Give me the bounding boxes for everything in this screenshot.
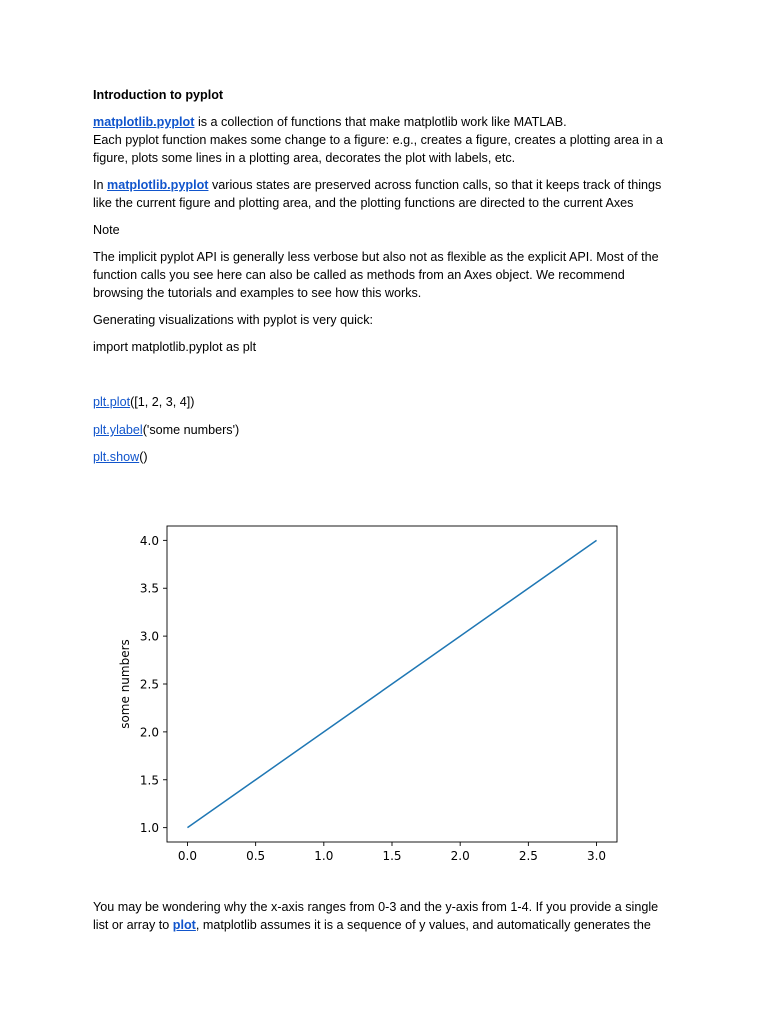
paragraph-api-line1: The implicit pyplot API is generally less verbose but also not as flexible as the explicit API. Most of the <box>93 250 659 264</box>
paragraph-states-line2: like the current figure and plotting area, and the plotting functions are directed to the current Axes <box>93 196 634 210</box>
y-tick-label: 3.0 <box>139 629 159 644</box>
x-tick-label: 0.5 <box>246 849 266 863</box>
code-import-line: import matplotlib.pyplot as plt <box>93 340 257 354</box>
x-tick-label: 3.0 <box>586 849 607 863</box>
plt-plot-link[interactable]: plt.plot <box>93 395 131 409</box>
y-axis-label: some numbers <box>118 639 132 729</box>
code-ylabel-args: ('some numbers') <box>142 423 240 437</box>
matplotlib-pyplot-link[interactable]: matplotlib.pyplot <box>93 115 195 129</box>
paragraph-api-line3: browsing the tutorials and examples to see how this works. <box>93 286 422 300</box>
x-tick-label: 1.0 <box>314 849 334 863</box>
doc-heading: Introduction to pyplot <box>93 88 224 102</box>
x-tick-label: 2.5 <box>518 849 538 863</box>
plt-show-link[interactable]: plt.show <box>93 450 140 464</box>
matplotlib-pyplot-link-2[interactable]: matplotlib.pyplot <box>107 178 209 192</box>
code-plot-line <box>93 393 693 411</box>
y-tick-label: 1.0 <box>139 821 159 836</box>
paragraph-intro-text: is a collection of functions that make matplotlib work like MATLAB. <box>194 115 567 129</box>
y-tick-label: 3.5 <box>139 581 159 596</box>
paragraph-states-text: various states are preserved across function calls, so that it keeps track of things <box>208 178 662 192</box>
paragraph-intro-line3: figure, plots some lines in a plotting area, decorates the plot with labels, etc. <box>93 151 516 165</box>
paragraph-states-pre: In <box>93 178 108 192</box>
code-plot-args: ([1, 2, 3, 4]) <box>130 395 195 409</box>
paragraph-axis-line2 <box>93 916 693 934</box>
note-label: Note <box>93 223 120 237</box>
x-tick-label: 0.0 <box>177 849 198 863</box>
y-tick-label: 2.5 <box>139 677 159 692</box>
paragraph-intro-line2: Each pyplot function makes some change to a figure: e.g., creates a figure, creates a plotting area in a <box>93 133 663 147</box>
code-show-args: () <box>139 450 148 464</box>
line-chart-figure <box>108 518 628 870</box>
plot-link[interactable]: plot <box>172 918 196 932</box>
y-tick-label: 4.0 <box>139 533 159 548</box>
code-show-line <box>93 448 693 466</box>
paragraph-api-line2: function calls you see here can also be called as methods from an Axes object. We recommend <box>93 268 625 282</box>
paragraph-axis-rest: , matplotlib assumes it is a sequence of y values, and automatically generates the <box>195 918 651 932</box>
paragraph-intro-line1 <box>93 113 693 131</box>
paragraph-axis-pre: list or array to <box>93 918 173 932</box>
y-tick-label: 2.0 <box>139 725 159 740</box>
series-line <box>187 540 596 827</box>
paragraph-axis-line1: You may be wondering why the x-axis ranges from 0-3 and the y-axis from 1-4. If you provide a single <box>93 900 659 914</box>
y-tick-label: 1.5 <box>139 773 159 788</box>
x-tick-label: 2.0 <box>450 849 470 863</box>
code-ylabel-line <box>93 421 693 439</box>
paragraph-generating: Generating visualizations with pyplot is very quick: <box>93 313 373 327</box>
x-tick-label: 1.5 <box>382 849 402 863</box>
plt-ylabel-link[interactable]: plt.ylabel <box>93 423 143 437</box>
paragraph-states-line1 <box>93 176 693 194</box>
